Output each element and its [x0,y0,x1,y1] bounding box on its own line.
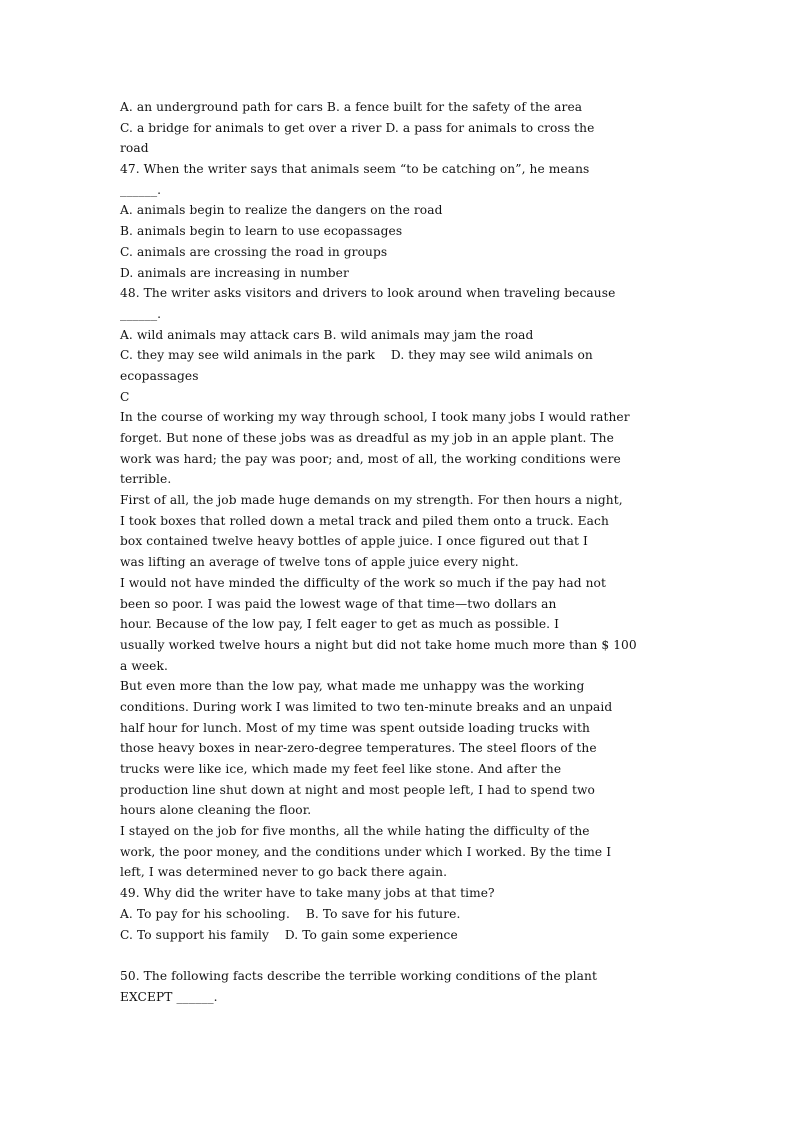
passage-line: hours alone cleaning the floor. [120,803,312,818]
passage-line: hour. Because of the low pay, I felt eager to get as much as possible. I [120,617,560,632]
passage-line: conditions. During work I was limited to two ten-minute breaks and an unpaid [120,699,613,714]
passage-line: But even more than the low pay, what made me unhappy was the working [120,679,585,694]
passage-line: half hour for lunch. Most of my time was spent outside loading trucks with [120,720,590,735]
question-47-option-a: A. animals begin to realize the dangers on the road [120,203,443,218]
question-50: 50. The following facts describe the terrible working conditions of the plant [120,968,597,983]
passage-line: a week. [120,658,168,673]
question-47-option-c: C. animals are crossing the road in groups [120,244,388,259]
passage-line: been so poor. I was paid the lowest wage of that time—two dollars an [120,596,557,611]
passage-line: I would not have minded the difficulty of the work so much if the pay had not [120,575,606,590]
question-50-blank: EXCEPT ______. [120,989,218,1004]
option-line-c: C. a bridge for animals to get over a river D. a pass for animals to cross the [120,120,595,135]
question-48-blank: ______. [120,306,162,321]
passage-line: usually worked twelve hours a night but did not take home much more than $ 100 [120,637,637,652]
question-49-options-ab: A. To pay for his schooling. B. To save for his future. [120,906,461,921]
question-47: 47. When the writer says that animals seem “to be catching on”, he means [120,162,590,177]
document-text [120,97,680,1007]
question-48-options-cd: C. they may see wild animals in the park D. they may see wild animals on [120,348,593,363]
passage-line: I took boxes that rolled down a metal track and piled them onto a truck. Each [120,513,609,528]
option-line-continued: road [120,141,149,156]
passage-line: forget. But none of these jobs was as dreadful as my job in an apple plant. The [120,431,614,445]
question-49-options-cd: C. To support his family D. To gain some experience [120,927,458,942]
passage-line: box contained twelve heavy bottles of apple juice. I once figured out that I [120,534,588,549]
question-47-blank: ______. [120,182,162,197]
blank-line [120,945,680,966]
section-heading-c: C [120,389,130,404]
passage-line: terrible. [120,472,172,487]
passage-line: those heavy boxes in near-zero-degree temperatures. The steel floors of the [120,741,597,756]
passage-line: production line shut down at night and most people left, I had to spend two [120,782,595,797]
passage-line: trucks were like ice, which made my feet feel like stone. And after the [120,762,562,776]
passage-line: work, the poor money, and the conditions under which I worked. By the time I [120,844,612,859]
passage-line: was lifting an average of twelve tons of apple juice every night. [120,555,519,570]
question-47-option-b: B. animals begin to learn to use ecopassages [120,224,403,239]
question-47-option-d: D. animals are increasing in number [120,265,349,280]
passage-line: First of all, the job made huge demands on my strength. For then hours a night, [120,493,623,508]
question-49: 49. Why did the writer have to take many jobs at that time? [120,886,495,901]
question-48-options-ab: A. wild animals may attack cars B. wild animals may jam the road [120,327,534,342]
passage-line: In the course of working my way through school, I took many jobs I would rather [120,410,630,425]
passage-line: work was hard; the pay was poor; and, most of all, the working conditions were [120,451,621,466]
question-48: 48. The writer asks visitors and drivers to look around when traveling because [120,286,616,301]
question-48-option-continued: ecopassages [120,368,199,383]
passage-line: left, I was determined never to go back there again. [120,865,448,880]
passage-line: I stayed on the job for five months, all the while hating the difficulty of the [120,824,590,839]
option-line-a: A. an underground path for cars B. a fence built for the safety of the area [120,100,583,114]
